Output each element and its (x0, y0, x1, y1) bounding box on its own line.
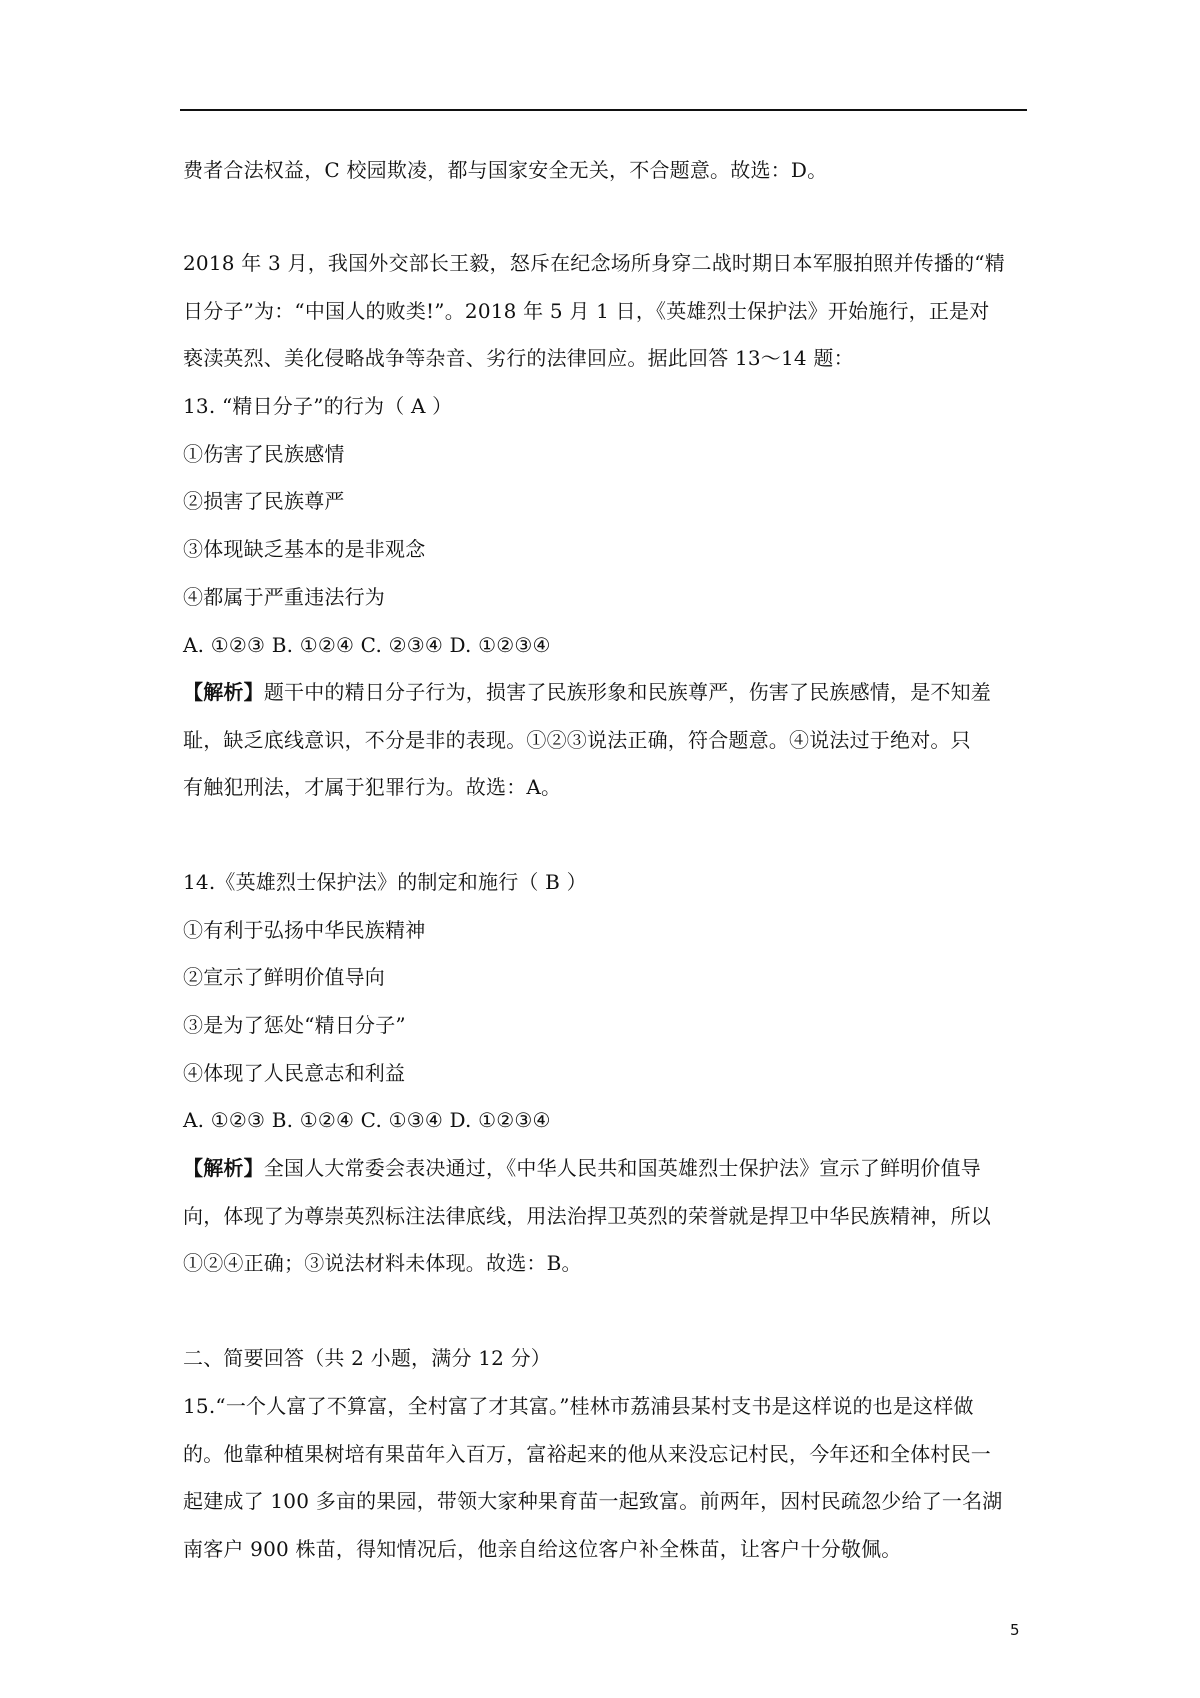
text-line (183, 1536, 902, 1562)
option-line (183, 441, 345, 467)
line-text: ③是为了惩处“精日分子” (183, 1013, 406, 1037)
line-text: 耻，缺乏底线意识，不分是非的表现。①②③说法正确，符合题意。④说法过于绝对。只 (183, 728, 971, 752)
line-text: 全国人大常委会表决通过，《中华人民共和国英雄烈士保护法》宣示了鲜明价值导 (263, 1156, 982, 1180)
analysis-line (183, 679, 991, 705)
option-line (183, 917, 425, 943)
line-text: ④体现了人民意志和利益 (183, 1061, 406, 1085)
text-line-4 (183, 345, 854, 371)
text-line-2 (183, 250, 1005, 276)
analysis-line (183, 774, 561, 800)
question-15 (183, 1393, 974, 1419)
analysis-line (183, 1250, 582, 1276)
text-line-3 (183, 298, 989, 324)
line-text: 13. “精日分子”的行为（ A ） (183, 394, 453, 418)
line-text: A. ①②③ B. ①②④ C. ①③④ D. ①②③④ (183, 1108, 551, 1132)
section-heading (183, 1345, 551, 1371)
line-text: A. ①②③ B. ①②④ C. ②③④ D. ①②③④ (183, 633, 551, 657)
line-text: 费者合法权益，C 校园欺凌，都与国家安全无关，不合题意。故选：D。 (183, 158, 828, 182)
line-text: 题干中的精日分子行为，损害了民族形象和民族尊严，伤害了民族感情，是不知羞 (263, 680, 992, 704)
option-line (183, 964, 385, 990)
line-text: 14.《英雄烈士保护法》的制定和施行（ B ） (183, 870, 587, 894)
line-text: 日分子”为：“中国人的败类!”。2018 年 5 月 1 日，《英雄烈士保护法》开始施行，正是对 (183, 299, 990, 323)
line-text: 的。他靠种植果树培有果苗年入百万，富裕起来的他从来没忘记村民，今年还和全体村民一 (183, 1442, 991, 1466)
line-text: ②宣示了鲜明价值导向 (183, 965, 385, 989)
answer-choices (183, 632, 551, 658)
line-text: ①有利于弘扬中华民族精神 (183, 918, 426, 942)
line-text: ①②④正确；③说法材料未体现。故选：B。 (183, 1251, 582, 1275)
analysis-label: 【解析】 (183, 1156, 264, 1180)
analysis-label: 【解析】 (183, 680, 264, 704)
option-line (183, 584, 385, 610)
option-line (183, 1012, 406, 1038)
analysis-line (183, 1155, 981, 1181)
analysis-line (183, 1203, 991, 1229)
answer-choices (183, 1107, 551, 1133)
text-line (183, 1488, 1003, 1514)
line-text: ①伤害了民族感情 (183, 442, 345, 466)
line-text: 向，体现了为尊崇英烈标注法律底线，用法治捍卫英烈的荣誉就是捍卫中华民族精神，所以 (183, 1204, 991, 1228)
page-number: 5 (1010, 1621, 1020, 1639)
line-text: 南客户 900 株苗，得知情况后，他亲自给这位客户补全株苗，让客户十分敬佩。 (183, 1537, 902, 1561)
line-text: 亵渎英烈、美化侵略战争等杂音、劣行的法律回应。据此回答 13～14 题： (183, 346, 854, 370)
line-text: 二、简要回答（共 2 小题，满分 12 分） (183, 1346, 552, 1370)
text-line (183, 1441, 991, 1467)
line-text: ④都属于严重违法行为 (183, 585, 385, 609)
question-14 (183, 869, 587, 895)
line-text: 15.“一个人富了不算富，全村富了才其富。”桂林市荔浦县某村支书是这样说的也是这样做 (183, 1394, 974, 1418)
option-line (183, 488, 345, 514)
line-text: 起建成了 100 多亩的果园，带领大家种果育苗一起致富。前两年，因村民疏忽少给了一名湖 (183, 1489, 1003, 1513)
question-13 (183, 393, 452, 419)
option-line (183, 536, 425, 562)
line-text: 有触犯刑法，才属于犯罪行为。故选：A。 (183, 775, 562, 799)
line-text: ②损害了民族尊严 (183, 489, 345, 513)
analysis-line (183, 727, 971, 753)
header-rule (180, 109, 1027, 111)
option-line (183, 1060, 405, 1086)
text-line-1 (183, 157, 827, 183)
line-text: 2018 年 3 月，我国外交部长王毅，怒斥在纪念场所身穿二战时期日本军服拍照并传播的“精 (183, 251, 1005, 275)
line-text: ③体现缺乏基本的是非观念 (183, 537, 426, 561)
